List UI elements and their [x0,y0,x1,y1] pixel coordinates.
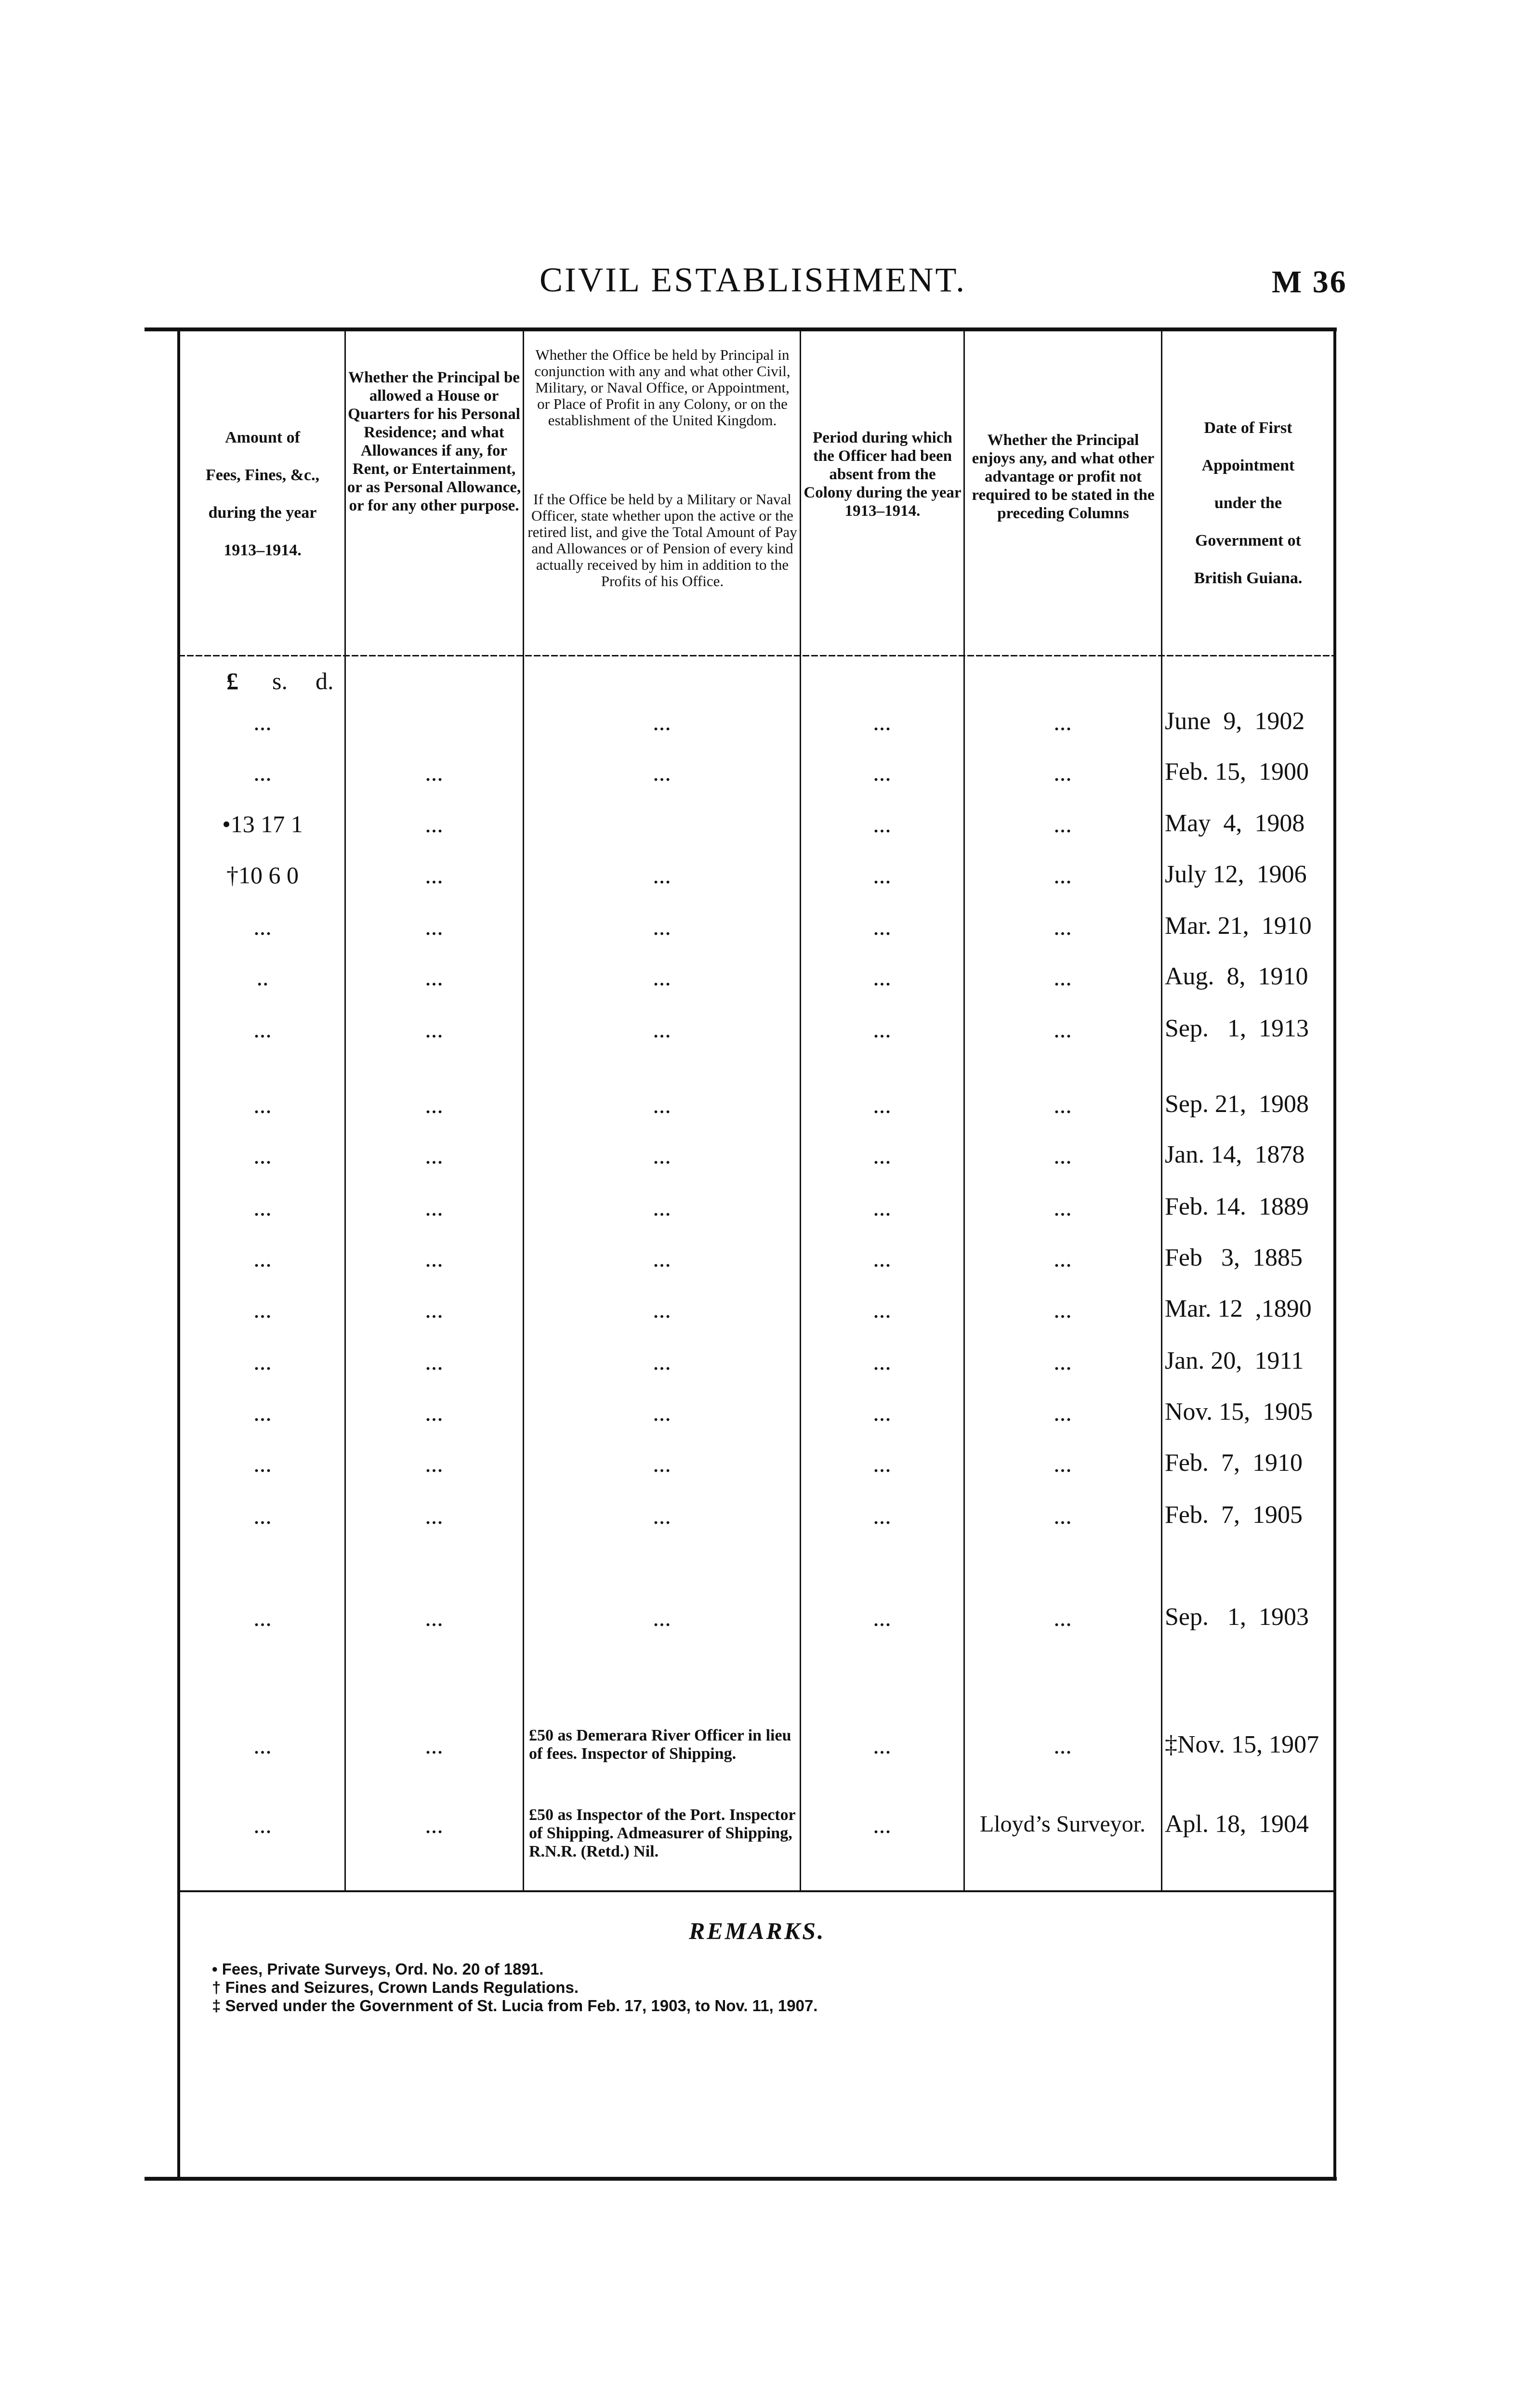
row-11-office: ... [653,1245,671,1272]
row-7-absent: ... [873,1016,891,1043]
row-6-house: ... [425,964,443,991]
row-15-office: ... [653,1450,671,1477]
header-fees-line-3: during the year [208,504,317,522]
unit-pounds: £ [226,667,238,694]
table-right-border [1333,329,1336,2179]
remarks-title: REMARKS. [689,1917,826,1944]
row-19-absent: ... [873,1811,891,1838]
row-1-advantage: ... [1054,708,1072,735]
row-17-fees: ... [253,1604,272,1631]
row-6-date: Aug. 8, 1910 [1165,963,1308,990]
row-7-advantage: ... [1054,1016,1072,1043]
table-left-border [177,329,180,2179]
row-19-fees: ... [253,1811,272,1838]
row-3-house: ... [425,811,443,838]
row-18-house: ... [425,1732,443,1759]
row-2-advantage: ... [1054,759,1072,786]
header-date-line-3: under the [1214,494,1282,512]
row-14-house: ... [425,1399,443,1426]
header-date-line-1: Date of First [1204,419,1292,437]
header-absent: Period during which the Officer had been absent from the Colony during the year 1913–1914. [804,429,962,520]
row-18-office: £50 as Demerara River Officer in lieu of fees. Inspector of Shipping. [529,1727,791,1763]
row-15-advantage: ... [1054,1450,1072,1477]
row-18-advantage: ... [1054,1732,1072,1759]
row-5-absent: ... [873,913,891,940]
row-1-date: June 9, 1902 [1165,707,1305,735]
row-5-office: ... [653,913,671,940]
row-6-advantage: ... [1054,964,1072,991]
row-11-date: Feb 3, 1885 [1165,1244,1303,1271]
row-11-absent: ... [873,1245,891,1272]
col-divider-4 [963,329,965,1891]
col-divider-3 [800,329,801,1891]
row-8-absent: ... [873,1091,891,1118]
row-5-house: ... [425,913,443,940]
col-divider-1 [344,329,346,1891]
header-date [1165,409,1331,597]
row-2-date: Feb. 15, 1900 [1165,758,1309,785]
row-4-office: ... [653,862,671,889]
row-3-date: May 4, 1908 [1165,810,1305,837]
row-17-date: Sep. 1, 1903 [1165,1603,1309,1631]
row-18-date: ‡Nov. 15, 1907 [1165,1731,1319,1758]
row-4-fees: †10 6 0 [226,862,299,889]
row-15-fees: ... [253,1450,272,1477]
row-2-office: ... [653,759,671,786]
row-10-advantage: ... [1054,1194,1072,1221]
row-4-house: ... [425,862,443,889]
row-6-absent: ... [873,964,891,991]
page-title: CIVIL ESTABLISHMENT. [540,261,967,299]
row-13-fees: ... [253,1348,272,1375]
row-17-absent: ... [873,1604,891,1631]
row-9-fees: ... [253,1142,272,1169]
row-17-office: ... [653,1604,671,1631]
row-2-house: ... [425,759,443,786]
row-4-advantage: ... [1054,862,1072,889]
row-10-house: ... [425,1194,443,1221]
remark-2: † Fines and Seizures, Crown Lands Regulations. [212,1978,579,1996]
row-15-house: ... [425,1450,443,1477]
row-9-house: ... [425,1142,443,1169]
row-12-office: ... [653,1296,671,1323]
row-19-advantage: Lloyd’s Surveyor. [980,1811,1146,1837]
row-19-office: £50 as Inspector of the Port. Inspector of Shipping. Admeasurer of Shipping, R.N.R. (Retd.) Nil. [529,1806,796,1860]
row-5-fees: ... [253,913,272,940]
row-8-house: ... [425,1091,443,1118]
row-10-date: Feb. 14. 1889 [1165,1193,1309,1220]
row-8-advantage: ... [1054,1091,1072,1118]
col-divider-5 [1161,329,1162,1891]
row-17-advantage: ... [1054,1604,1072,1631]
row-8-office: ... [653,1091,671,1118]
row-3-fees: •13 17 1 [222,811,303,838]
row-9-absent: ... [873,1142,891,1169]
header-house: Whether the Principal be allowed a House or Quarters for his Personal Residence; and what Allowances if any, for Rent, or Entertainment, or as Personal Allowance, or for any other purpose. [347,369,521,514]
row-11-house: ... [425,1245,443,1272]
row-16-absent: ... [873,1502,891,1529]
row-12-absent: ... [873,1296,891,1323]
header-date-line-2: Appointment [1201,457,1295,474]
row-1-absent: ... [873,708,891,735]
col-divider-2 [523,329,524,1891]
row-19-house: ... [425,1811,443,1838]
header-office-1: Whether the Office be held by Principal in conjunction with any and what other Civil, Military, or Naval Office, or Appointment, or Place of Profit in any Colony, or on the establishment of the United Kingdom. [534,346,790,429]
row-5-advantage: ... [1054,913,1072,940]
row-15-absent: ... [873,1450,891,1477]
remark-1: • Fees, Private Surveys, Ord. No. 20 of 1891. [212,1960,544,1978]
row-12-house: ... [425,1296,443,1323]
row-7-fees: ... [253,1016,272,1043]
header-fees [183,419,342,569]
row-11-fees: ... [253,1245,272,1272]
row-3-absent: ... [873,811,891,838]
header-office-2: If the Office be held by a Military or Naval Officer, state whether upon the active or the retired list, and give the Total Amount of Pay and Allowances or of Pension of every kind actually received by him in addition to the Profits of his Office. [527,491,797,589]
row-7-date: Sep. 1, 1913 [1165,1015,1309,1042]
row-8-date: Sep. 21, 1908 [1165,1090,1309,1118]
row-13-date: Jan. 20, 1911 [1165,1347,1304,1374]
row-12-fees: ... [253,1296,272,1323]
row-14-date: Nov. 15, 1905 [1165,1398,1313,1426]
remark-3: ‡ Served under the Government of St. Lucia from Feb. 17, 1903, to Nov. 11, 1907. [212,1997,818,2015]
row-16-date: Feb. 7, 1905 [1165,1501,1303,1529]
page-number: M 36 [1272,264,1347,300]
row-11-advantage: ... [1054,1245,1072,1272]
row-17-house: ... [425,1604,443,1631]
row-10-absent: ... [873,1194,891,1221]
row-16-office: ... [653,1502,671,1529]
row-15-date: Feb. 7, 1910 [1165,1449,1303,1477]
header-date-line-5: British Guiana. [1194,569,1303,587]
row-14-absent: ... [873,1399,891,1426]
row-13-absent: ... [873,1348,891,1375]
row-8-fees: ... [253,1091,272,1118]
row-13-advantage: ... [1054,1348,1072,1375]
row-10-office: ... [653,1194,671,1221]
header-fees-line-2: Fees, Fines, &c., [205,466,320,484]
row-4-absent: ... [873,862,891,889]
row-3-advantage: ... [1054,811,1072,838]
row-16-house: ... [425,1502,443,1529]
row-5-date: Mar. 21, 1910 [1165,912,1312,940]
header-fees-line-4: 1913–1914. [224,541,302,559]
row-18-absent: ... [873,1732,891,1759]
header-advantage: Whether the Principal enjoys any, and what other advantage or profit not required to be stated in the preceding Columns [972,432,1155,522]
row-14-office: ... [653,1399,671,1426]
row-1-office: ... [653,708,671,735]
row-16-fees: ... [253,1502,272,1529]
row-16-advantage: ... [1054,1502,1072,1529]
row-13-house: ... [425,1348,443,1375]
row-19-date: Apl. 18, 1904 [1165,1810,1309,1838]
row-6-fees: .. [256,964,269,991]
row-9-date: Jan. 14, 1878 [1165,1141,1305,1168]
row-14-advantage: ... [1054,1399,1072,1426]
row-9-advantage: ... [1054,1142,1072,1169]
row-2-fees: ... [253,759,272,786]
row-4-date: July 12, 1906 [1165,861,1307,888]
row-18-fees: ... [253,1732,272,1759]
row-12-advantage: ... [1054,1296,1072,1323]
row-7-office: ... [653,1016,671,1043]
table-top-rule [145,327,1337,331]
row-7-house: ... [425,1016,443,1043]
unit-pence: d. [316,667,334,694]
header-date-line-4: Government ot [1195,532,1301,550]
table-bottom-rule [145,2177,1337,2181]
row-9-office: ... [653,1142,671,1169]
row-2-absent: ... [873,759,891,786]
row-13-office: ... [653,1348,671,1375]
row-1-fees: ... [253,708,272,735]
row-12-date: Mar. 12 ,1890 [1165,1295,1312,1322]
row-10-fees: ... [253,1194,272,1221]
row-6-office: ... [653,964,671,991]
header-fees-line-1: Amount of [225,429,300,446]
row-14-fees: ... [253,1399,272,1426]
unit-shillings: s. [272,667,288,694]
